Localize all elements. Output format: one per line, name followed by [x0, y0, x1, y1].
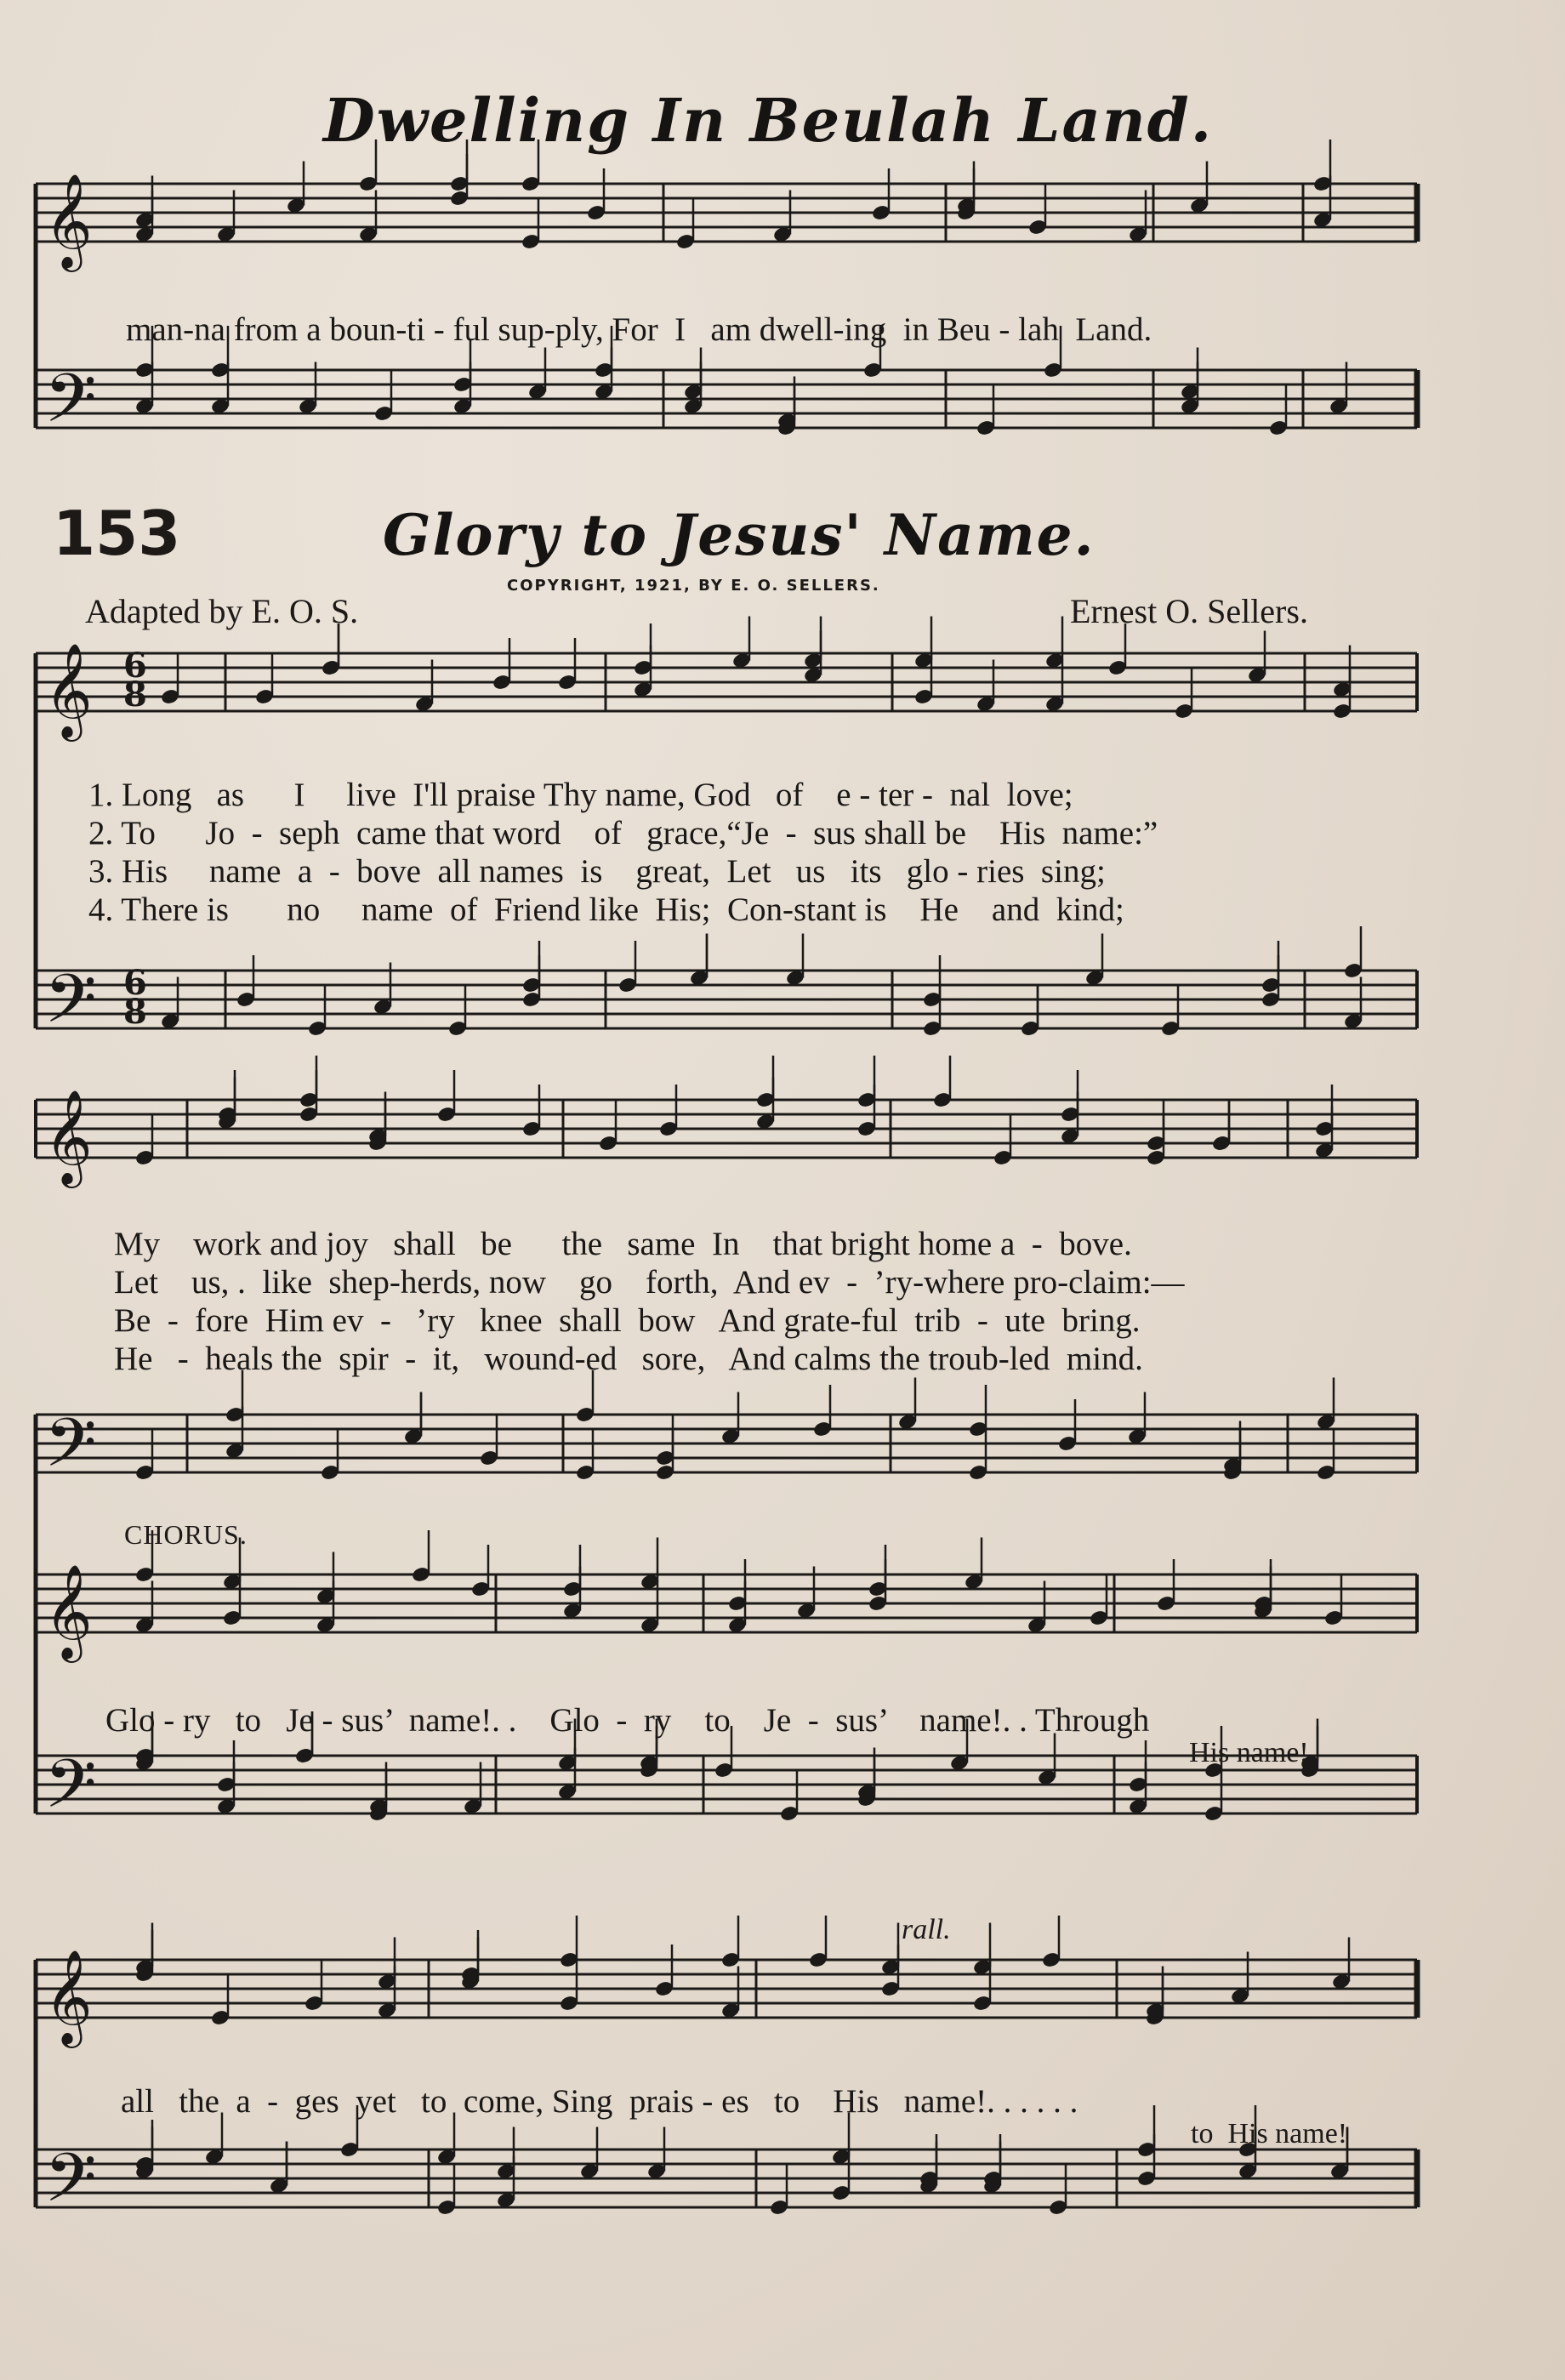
- hymn-number: 153: [53, 498, 181, 569]
- verse-line-2b: Let us, . like shep-herds, now go forth, And ev - ’ry-where pro-claim:—: [114, 1264, 1185, 1301]
- chorus-line-2: all the a - ges yet to come, Sing prais - es to His name!. . . . . .: [121, 2083, 1078, 2120]
- svg-text:6: 6: [123, 963, 147, 1003]
- music-credit: Ernest O. Sellers.: [1070, 592, 1308, 630]
- svg-text:𝄞: 𝄞: [44, 1563, 93, 1659]
- svg-text:𝄞: 𝄞: [44, 1949, 93, 2044]
- copyright-notice: COPYRIGHT, 1921, BY E. O. SELLERS.: [507, 577, 880, 595]
- svg-text:8: 8: [123, 992, 147, 1032]
- rall-marking: rall.: [902, 1914, 951, 1945]
- verse-line-3a: 3. His name a - bove all names is great, Let us its glo - ries sing;: [88, 853, 1106, 890]
- svg-text:𝄞: 𝄞: [44, 642, 93, 737]
- svg-text:𝄢: 𝄢: [44, 959, 97, 1055]
- hymn-title-beulah-land: Dwelling In Beulah Land.: [323, 85, 1214, 156]
- svg-text:6: 6: [123, 646, 147, 686]
- svg-text:𝄢: 𝄢: [44, 2138, 97, 2234]
- svg-text:𝄢: 𝄢: [44, 359, 97, 454]
- verse-line-1b: My work and joy shall be the same In that bright home a - bove.: [114, 1226, 1132, 1262]
- svg-text:𝄢: 𝄢: [44, 1745, 97, 1840]
- svg-text:8: 8: [123, 675, 147, 715]
- chorus-line-1: Glo - ry to Je - sus’ name!. . Glo - ry to Je - sus’ name!. . Through: [105, 1702, 1150, 1739]
- words-credit: Adapted by E. O. S.: [85, 592, 359, 630]
- verse-line-3b: Be - fore Him ev - ’ry knee shall bow And grate-ful trib - ute bring.: [114, 1302, 1141, 1339]
- svg-text:𝄢: 𝄢: [44, 1404, 97, 1499]
- chorus-label: CHORUS.: [124, 1519, 248, 1550]
- verse-line-1a: 1. Long as I live I'll praise Thy name, God of e - ter - nal love;: [88, 777, 1073, 813]
- chorus-echo-2: to His name!: [1191, 2118, 1348, 2149]
- hymn-title: Glory to Jesus' Name.: [383, 502, 1096, 568]
- svg-text:𝄞: 𝄞: [44, 1089, 93, 1184]
- verse-line-2a: 2. To Jo - seph came that word of grace,“Je - sus shall be His name:”: [88, 815, 1158, 851]
- verse-line-4a: 4. There is no name of Friend like His; Con-stant is He and kind;: [88, 891, 1124, 928]
- verse-line-4b: He - heals the spir - it, wound-ed sore, And calms the troub-led mind.: [114, 1341, 1143, 1377]
- chorus-echo-1: His name!: [1189, 1737, 1309, 1768]
- lyric-line-beulah: man-na from a boun-ti - ful sup-ply, For I am dwell-ing in Beu - lah Land.: [126, 311, 1152, 348]
- svg-text:𝄞: 𝄞: [44, 173, 93, 268]
